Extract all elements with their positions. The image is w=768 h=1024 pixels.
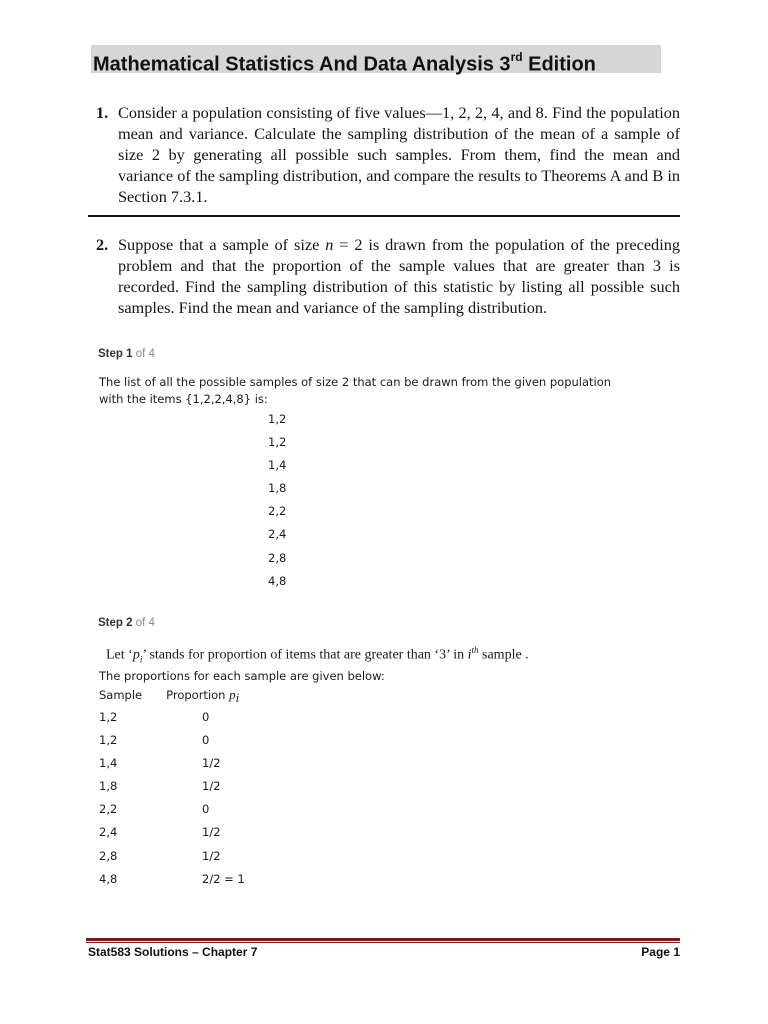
footer-rule [86, 938, 680, 941]
page-title: Mathematical Statistics And Data Analysis 3rd Edition [93, 50, 596, 76]
problem-number: 2. [96, 235, 109, 254]
list-item: 1,8 [268, 481, 287, 496]
list-item: 2,8 [268, 550, 287, 565]
footer-rule [86, 942, 680, 943]
list-item: 1,4 [268, 458, 287, 473]
footer-course: Stat583 Solutions – Chapter 7 [88, 945, 258, 959]
step-1-intro: The list of all the possible samples of size 2 that can be drawn from the given population with the items {1,2,2,4,8} is: [99, 375, 612, 406]
step-2-intro: The proportions for each sample are given below: [99, 669, 385, 683]
list-item: 2,2 [268, 504, 287, 519]
sample-list [268, 411, 286, 596]
problem-text: Suppose that a sample of size n = 2 is drawn from the population of the preceding problem and that the proportion of the sample values that are greater than 3 is recorded. Find the sampling distribution of this statistic by listing all possible such samples. Find the mean and variance of the sampling distribution. [118, 235, 680, 317]
step-2-label: Step 2 of 4 [98, 617, 155, 629]
problem-number: 1. [96, 103, 109, 122]
step-2-definition: Let ‘$p_i$’ stands for proportion of items that are greater than ‘3’ in $i^{th}$ sample . [106, 645, 529, 665]
problem-1 [96, 102, 680, 207]
page-number: Page 1 [641, 945, 680, 959]
problem-text: Consider a population consisting of five values—1, 2, 2, 4, and 8. Find the population mean and variance. Calculate the sampling distribution of the mean of a sample of size 2 by generating all possible such samples. From them, find the mean and variance of the sampling distribution, and compare the results to Theorems A and B in Section 7.3.1. [118, 103, 680, 206]
divider [88, 215, 680, 217]
list-item: 1,2 [268, 412, 287, 426]
list-item: 2,4 [268, 527, 287, 542]
list-item: 1,2 [268, 435, 287, 450]
list-item: 4,8 [268, 573, 287, 588]
problem-2 [96, 234, 680, 318]
step-1-label: Step 1 of 4 [98, 348, 155, 360]
table-header: Sample Proportion $p_i$ [99, 687, 240, 706]
